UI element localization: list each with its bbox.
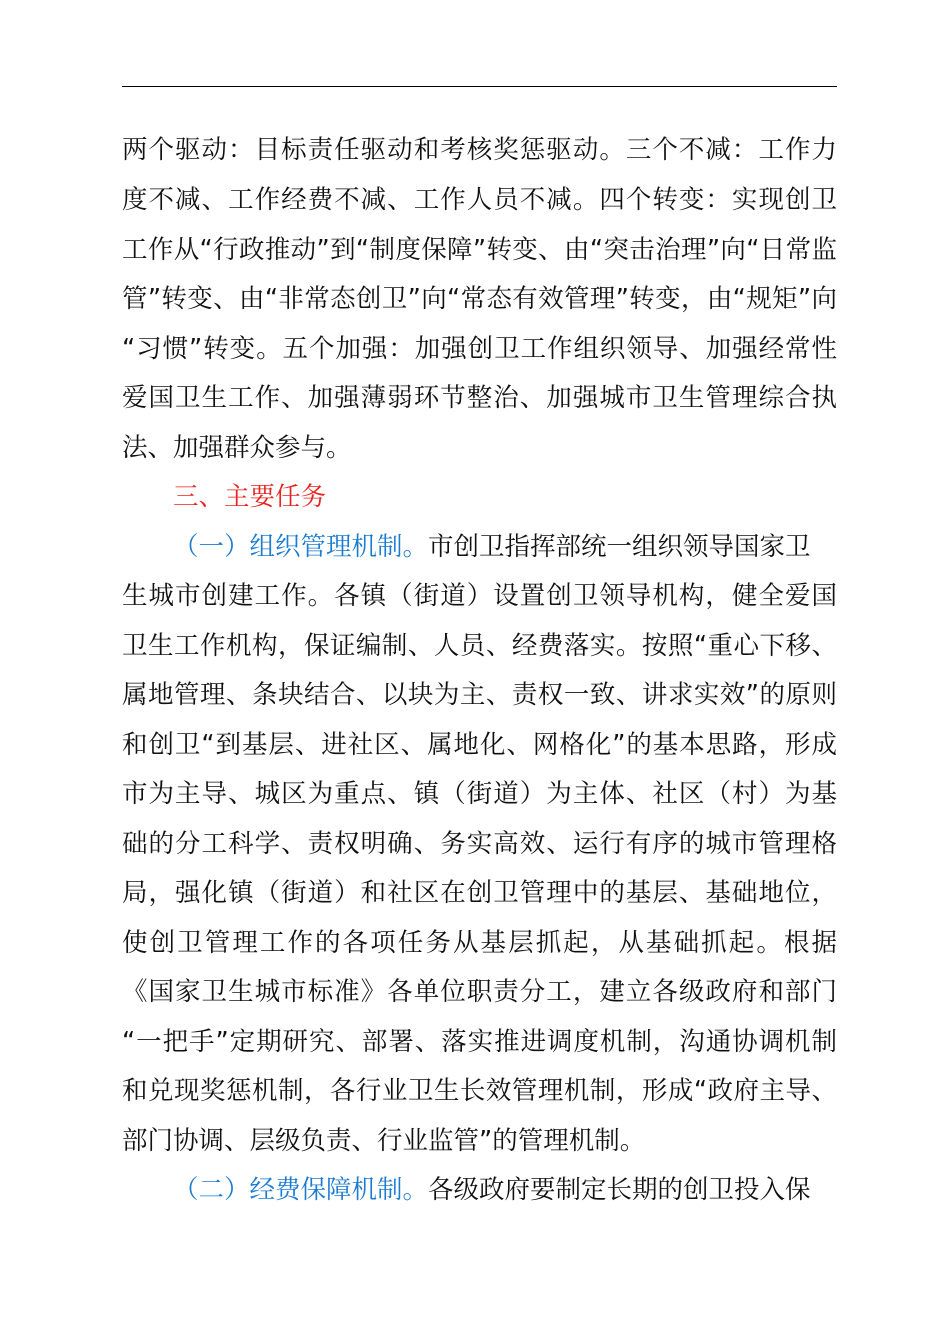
text-line: 属地管理、条块结合、以块为主、责权一致、讲求实效”的原则	[122, 680, 837, 710]
text-line: 础的分工科学、责权明确、务实高效、运行有序的城市管理格	[122, 829, 837, 859]
paragraph-line	[0, 329, 950, 369]
text-line: 卫生工作机构，保证编制、人员、经费落实。按照“重心下移、	[122, 631, 837, 661]
text-line: 使创卫管理工作的各项任务从基层抓起，从基础抓起。根据	[122, 928, 837, 958]
subsection-2-heading: （二）经费保障机制。	[173, 1175, 429, 1205]
text-line: 两个驱动：目标责任驱动和考核奖惩驱动。三个不减：工作力	[122, 135, 837, 165]
text-line: 爱国卫生工作、加强薄弱环节整治、加强城市卫生管理综合执	[122, 383, 837, 413]
text-line: “习惯”转变。五个加强：加强创卫工作组织领导、加强经常性	[122, 334, 837, 364]
subsection-2-first-line	[0, 1170, 950, 1210]
text-line: 生城市创建工作。各镇（街道）设置创卫领导机构，健全爱国	[122, 581, 837, 611]
paragraph-line	[0, 774, 950, 814]
paragraph-line	[0, 923, 950, 963]
paragraph-line-last	[0, 1121, 950, 1161]
paragraph-line	[0, 626, 950, 666]
text-line: 和创卫“到基层、进社区、属地化、网格化”的基本思路，形成	[122, 730, 837, 760]
text-line: 各级政府要制定长期的创卫投入保	[428, 1175, 811, 1205]
text-line: 市为主导、城区为重点、镇（街道）为主体、社区（村）为基	[122, 779, 837, 809]
paragraph-line	[0, 824, 950, 864]
text-line: 和兑现奖惩机制，各行业卫生长效管理机制，形成“政府主导、	[122, 1076, 837, 1106]
paragraph-line	[0, 725, 950, 765]
paragraph-line	[0, 130, 950, 170]
paragraph-line-last	[0, 428, 950, 468]
paragraph-line	[0, 972, 950, 1012]
paragraph-line	[0, 576, 950, 616]
paragraph-line	[0, 180, 950, 220]
paragraph-line	[0, 873, 950, 913]
paragraph-line	[0, 378, 950, 418]
text-line: 法、加强群众参与。	[122, 433, 352, 463]
subsection-1-first-line	[0, 527, 950, 567]
paragraph-line	[0, 230, 950, 270]
subsection-1-heading: （一）组织管理机制。	[173, 532, 429, 562]
paragraph-line	[0, 675, 950, 715]
text-line: 《国家卫生城市标准》各单位职责分工，建立各级政府和部门	[122, 977, 837, 1007]
header-rule	[122, 86, 837, 87]
section-heading	[0, 477, 950, 517]
text-line: 工作从“行政推动”到“制度保障”转变、由“突击治理”向“日常监	[122, 235, 837, 265]
text-line: 市创卫指挥部统一组织领导国家卫	[428, 532, 811, 562]
paragraph-line	[0, 1022, 950, 1062]
text-line: 部门协调、层级负责、行业监管”的管理机制。	[122, 1126, 646, 1156]
text-line: 局，强化镇（街道）和社区在创卫管理中的基层、基础地位，	[122, 878, 837, 908]
section-heading-text: 三、主要任务	[173, 482, 327, 512]
paragraph-line	[0, 1071, 950, 1111]
text-line: “一把手”定期研究、部署、落实推进调度机制，沟通协调机制	[122, 1027, 837, 1057]
text-line: 管”转变、由“非常态创卫”向“常态有效管理”转变，由“规矩”向	[122, 284, 837, 314]
text-line: 度不减、工作经费不减、工作人员不减。四个转变：实现创卫	[122, 185, 837, 215]
paragraph-line	[0, 279, 950, 319]
